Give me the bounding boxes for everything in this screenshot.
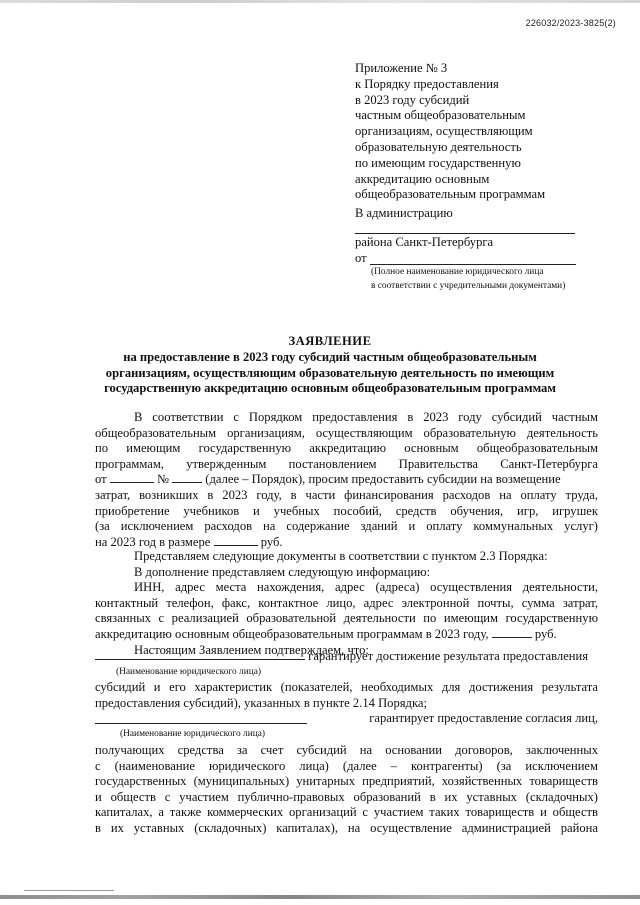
text-line: [95, 649, 598, 665]
cost-amount-field[interactable]: [492, 627, 532, 638]
text-line: капиталах, а также коммерческих организаций с участием таких товариществ и обществ: [95, 805, 598, 820]
scan-mark-short: [24, 890, 114, 891]
title-line: организациям, осуществляющим образовательную деятельность по имеющим: [105, 365, 555, 380]
text-line: приобретение учебников и учебных пособий, средств обучения, игр, игрушек: [95, 503, 598, 518]
text-line: государственных (муниципальных) унитарных предприятий, хозяйственных товариществ: [95, 774, 598, 789]
appendix-line: Приложение № 3: [355, 61, 448, 75]
appendix-line: общеобразовательным программам: [355, 187, 546, 202]
text-line: (за исключением расходов на содержание зданий и оплату коммунальных услуг): [95, 519, 598, 534]
guarantee-result: [95, 649, 598, 665]
text-line: затрат, возникших в 2023 году, в части финансирования расходов на оплату труда,: [95, 487, 598, 502]
text-line: предоставления субсидий), указанных в пункте 2.14 Порядка;: [95, 695, 427, 710]
cost-prefix: аккредитацию основным общеобразовательным программам в 2023 году,: [95, 626, 489, 641]
amount-prefix: на 2023 год в размере: [95, 534, 211, 549]
addressee-district: района Санкт-Петербурга: [355, 235, 494, 249]
appendix-line: к Порядку предоставления: [355, 76, 499, 91]
currency-label: руб.: [260, 534, 283, 549]
text-line: контактный телефон, факс, контактное лицо, адрес электронной почты, сумма затрат,: [95, 595, 598, 610]
subsidy-amount-field[interactable]: [214, 535, 258, 546]
appendix-line: частным общеобразовательным: [355, 108, 526, 123]
text-line: [95, 535, 598, 551]
scan-edge-top: [0, 0, 640, 3]
number-sign: №: [156, 472, 169, 487]
date-prefix: от: [95, 472, 107, 487]
text-line: общеобразовательным организациям, осуществляющим образовательную деятельность: [95, 425, 598, 440]
legal-entity-name-field-2[interactable]: [95, 711, 307, 724]
text-line: [95, 472, 598, 488]
note-line: в соответствии с учредительными документами): [371, 281, 566, 291]
addressee-to: В администрацию: [355, 206, 453, 220]
text-line: [95, 711, 598, 727]
appendix-line: образовательную деятельность: [355, 139, 522, 154]
guarantee-text: гарантирует предоставление согласия лиц,: [369, 711, 598, 725]
text-line: программам, утвержденным постановлением Правительства Санкт-Петербурга: [95, 456, 598, 471]
appendix-line: аккредитацию основным: [355, 171, 490, 186]
title-line: государственную аккредитацию основным общеобразовательным программам: [104, 381, 556, 396]
application-title: [60, 334, 600, 397]
text-line: Представляем следующие документы в соответствии с пунктом 2.3 Порядка:: [134, 549, 548, 563]
text-line: получающих средства за счет субсидий на основании договоров, заключенных: [95, 743, 598, 757]
note-line: (Полное наименование юридического лица: [371, 267, 544, 277]
guarantee-text: гарантирует достижение результата предоставления: [308, 649, 589, 663]
text-line: В соответствии с Порядком предоставления в 2023 году субсидий частным: [134, 410, 598, 424]
applicant-name-note: [371, 265, 565, 293]
legal-entity-note: (Наименование юридического лица): [120, 729, 266, 739]
text-line: В дополнение представляем следующую информацию:: [134, 564, 431, 579]
text-line: связанных с реализацией образовательной деятельности по имеющим государственную: [95, 611, 598, 626]
text-line: ИНН, адрес места нахождения, адрес (адреса) осуществления деятельности,: [134, 580, 598, 595]
legal-entity-name-field[interactable]: [95, 649, 305, 660]
text-line: и обществ с участием публично-правовых образований в их уставных (складочных): [95, 789, 598, 804]
guarantee-consent-cont: [95, 743, 598, 837]
text-line: с (наименование юридического лица) (далее – контрагенты) (за исключением: [95, 758, 598, 773]
title-line: на предоставление в 2023 году субсидий частным общеобразовательным: [123, 349, 537, 364]
text-line: [95, 627, 598, 643]
resolution-number-field[interactable]: [172, 472, 202, 483]
guarantee-result-cont: [95, 680, 598, 711]
administration-name-field[interactable]: [355, 233, 575, 234]
title-heading: ЗАЯВЛЕНИЕ: [288, 334, 372, 348]
guarantee-consent: [95, 711, 598, 727]
appendix-line: организациям, осуществляющим: [355, 124, 533, 139]
paragraph-documents: [95, 549, 598, 658]
text-line: в их уставных (складочных) капиталах), на осуществление администрацией района: [95, 820, 598, 835]
scan-edge-bottom: [0, 895, 640, 899]
text-line: Настоящим Заявлением подтверждаем, что:: [134, 642, 369, 657]
currency-label: руб.: [534, 626, 557, 641]
appendix-header: [355, 61, 615, 203]
text-line: субсидий и его характеристик (показателей, необходимых для достижения результата: [95, 680, 598, 694]
appendix-line: по имеющим государственную: [355, 155, 521, 170]
addressee-from-label: от: [355, 251, 367, 265]
resolution-date-field[interactable]: [110, 472, 154, 483]
paragraph-request: [95, 410, 598, 550]
document-number: 226032/2023-3825(2): [525, 18, 616, 28]
text-line: по имеющим государственную аккредитацию основным общеобразовательным: [95, 441, 598, 456]
appendix-line: в 2023 году субсидий: [355, 92, 470, 107]
legal-entity-note: (Наименование юридического лица): [116, 667, 262, 677]
procedure-ref: (далее – Порядок), просим предоставить субсидии на возмещение: [205, 472, 561, 487]
